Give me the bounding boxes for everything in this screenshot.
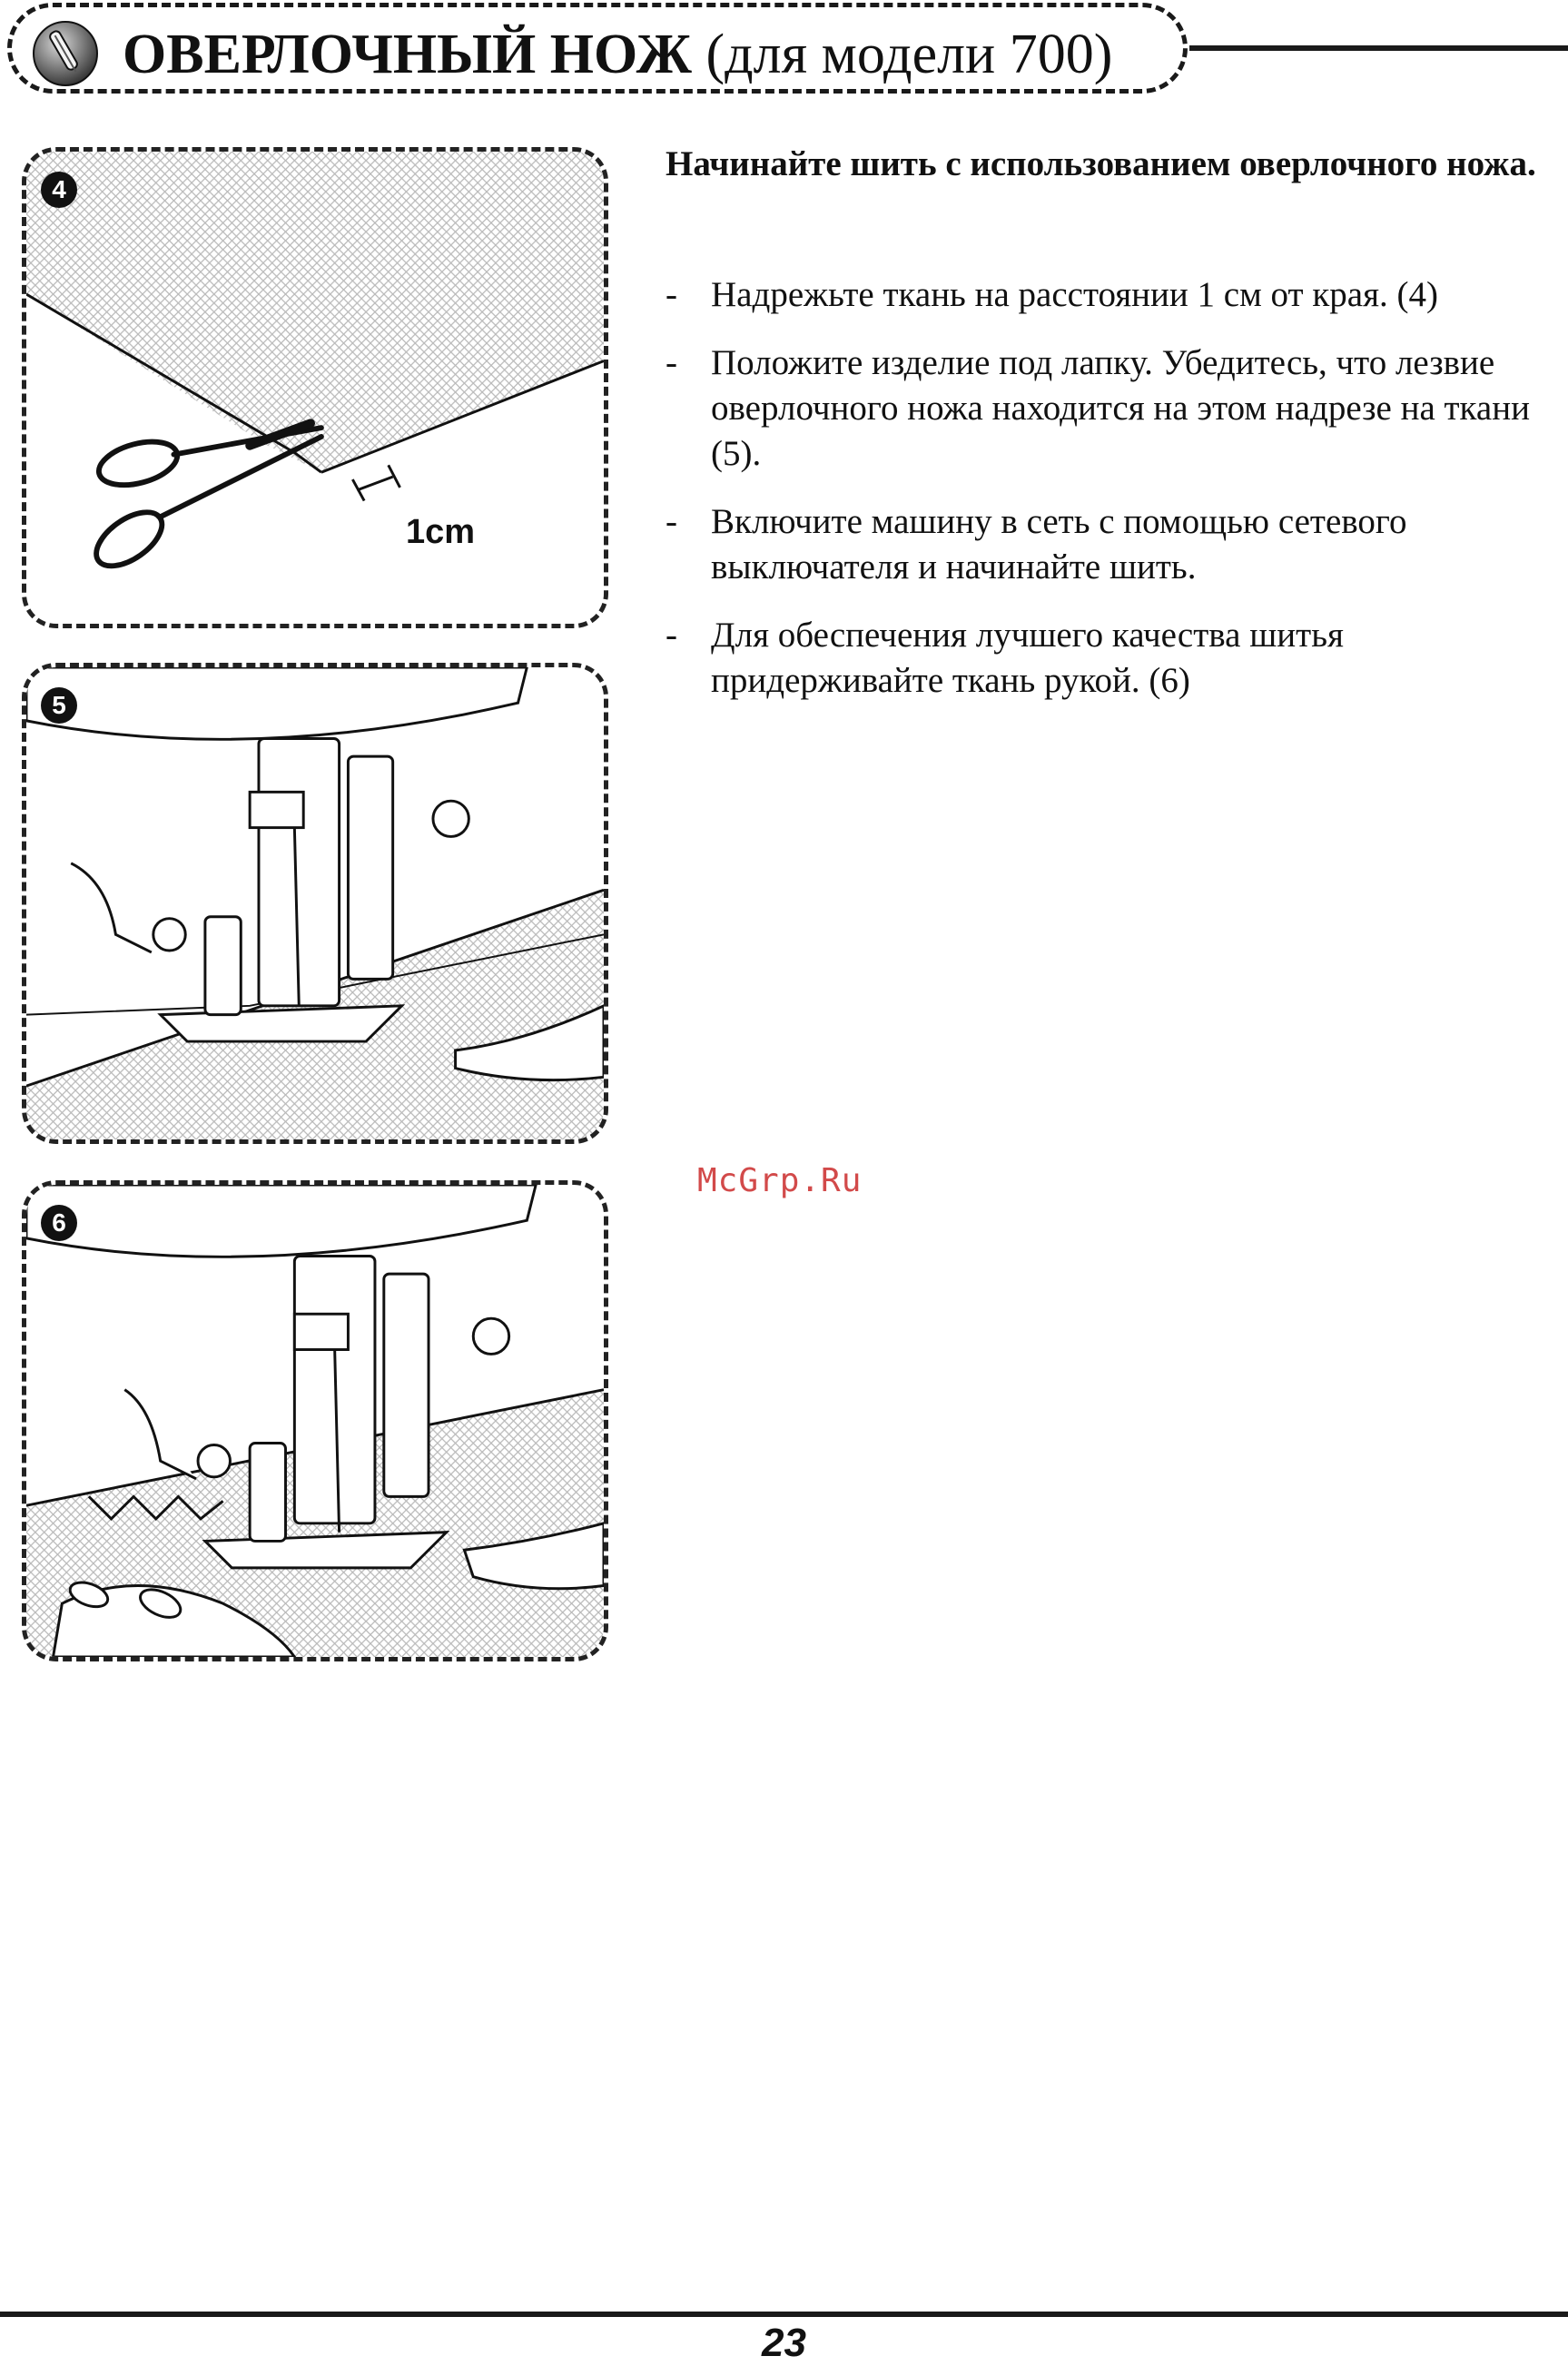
- header-rule: [1189, 45, 1568, 51]
- instructions-intro: Начинайте шить с использованием оверлочного ножа.: [666, 144, 1536, 183]
- figure-badge: 5: [41, 687, 77, 724]
- figure-4-panel: [22, 147, 608, 628]
- needle-icon: [32, 20, 99, 87]
- watermark: McGrp.Ru: [697, 1162, 863, 1199]
- figure-5-illustration: [26, 667, 604, 1139]
- list-item: - Для обеспечения лучшего качества шитья придерживайте ткань рукой. (6): [666, 616, 1344, 700]
- footer-rule: [0, 2312, 1568, 2317]
- page-number: 23: [762, 2321, 806, 2365]
- section-header: [7, 3, 1188, 94]
- page-title: ОВЕРЛОЧНЫЙ НОЖ (для модели 700): [123, 24, 1113, 85]
- instructions-list: [666, 272, 1546, 726]
- figure-5-panel: [22, 663, 608, 1144]
- list-item: - Надрежьте ткань на расстоянии 1 см от края. (4): [666, 275, 1438, 314]
- dimension-label: 1cm: [406, 513, 476, 551]
- list-item: - Положите изделие под лапку. Убедитесь, что лезвие оверлочного ножа находится на этом надрезе на ткани (5).: [666, 343, 1530, 473]
- figure-4-illustration: [26, 152, 604, 624]
- figure-badge: 6: [41, 1205, 77, 1241]
- list-item: - Включите машину в сеть с помощью сетевого выключателя и начинайте шить.: [666, 502, 1407, 587]
- figure-6-illustration: [26, 1185, 604, 1657]
- figure-badge: 4: [41, 172, 77, 208]
- figure-6-panel: [22, 1180, 608, 1661]
